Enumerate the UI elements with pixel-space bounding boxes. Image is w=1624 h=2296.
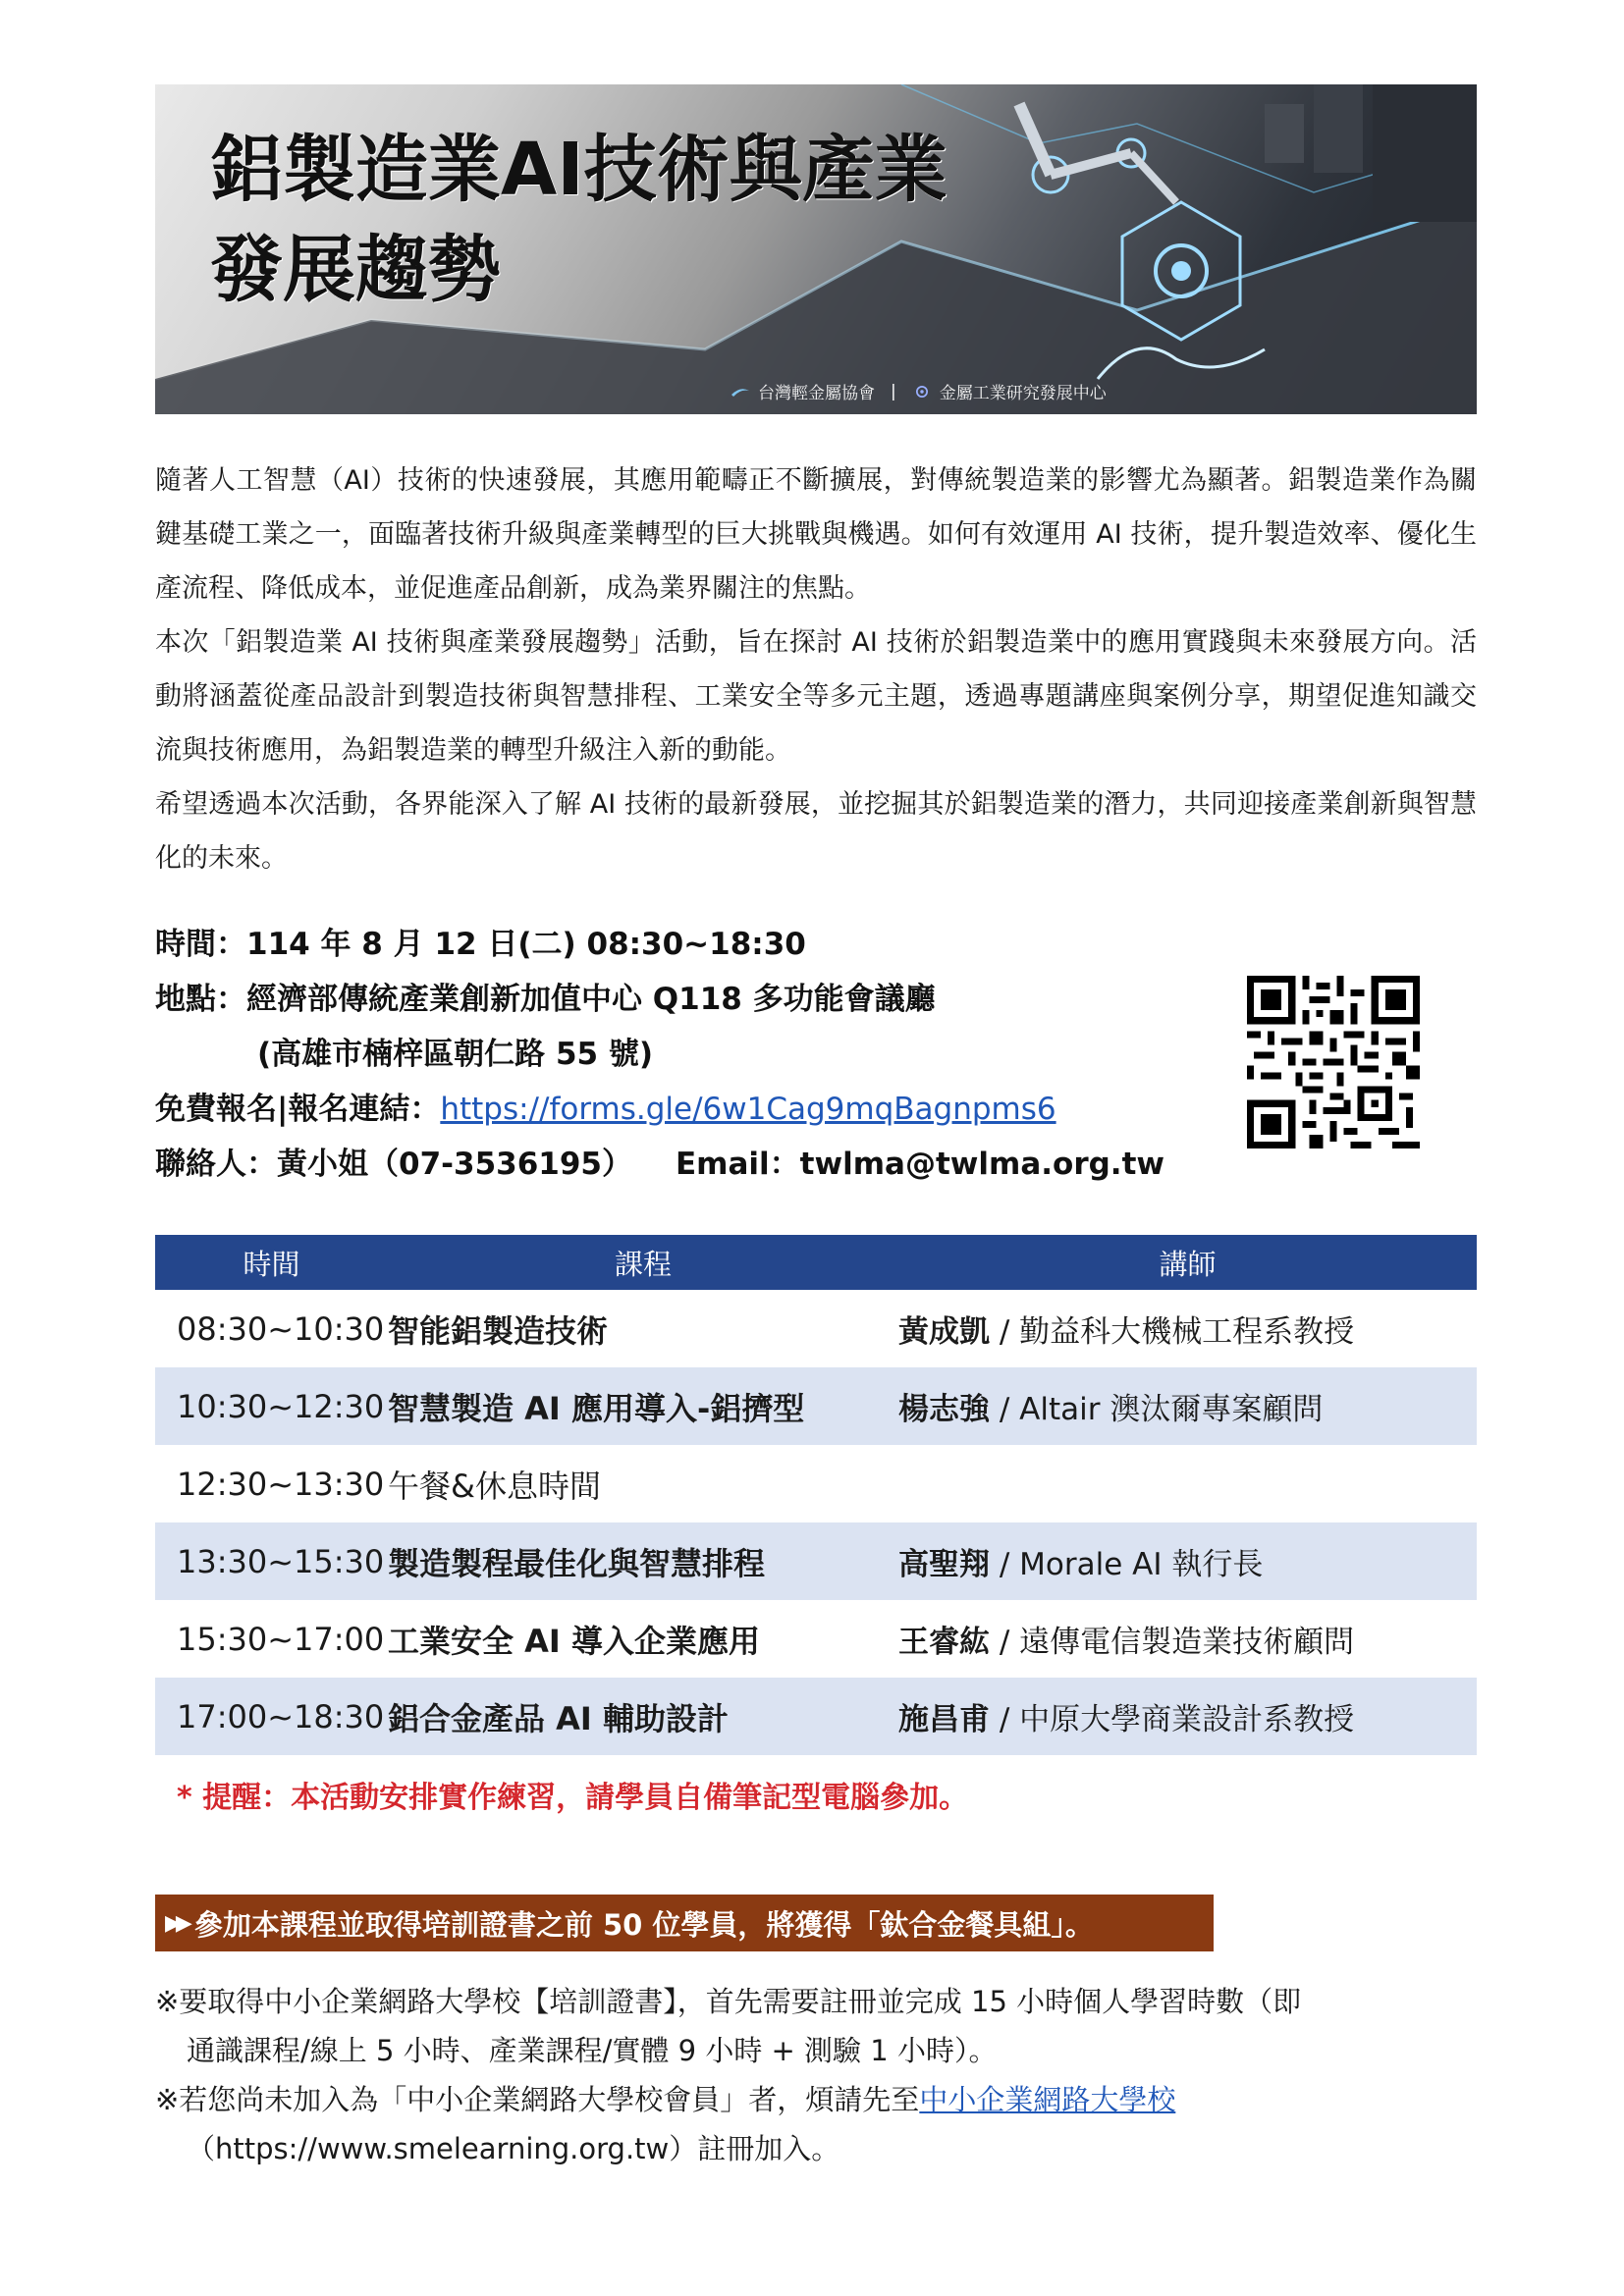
banner-title [210,120,947,320]
event-address: (高雄市楠梓區朝仁路 55 號) [257,1037,654,1072]
speaker-name: 楊志強 [898,1392,990,1427]
row-speaker [898,1367,1477,1445]
row-time: 12:30~13:30 [177,1465,385,1503]
event-info [155,917,1235,1192]
schedule-table [155,1235,1477,1755]
note-line-1: ※要取得中小企業網路大學校【培訓證書】，首先需要註冊並完成 15 小時個人學習時數（即 [155,1985,1302,2018]
gift-notice-text: 參加本課程並取得培訓證書之前 50 位學員，將獲得「鈦合金餐具組」。 [193,1907,1094,1942]
speaker-name: 施昌甫 [898,1702,990,1737]
table-row [155,1290,1477,1367]
intro-paragraph-1: 隨著人工智慧（AI）技術的快速發展，其應用範疇正不斷擴展，對傳統製造業的影響尤為顯著。鋁製造業作為關鍵基礎工業之一，面臨著技術升級與產業轉型的巨大挑戰與機遇。如何有效運用 AI 技術，提升製造效率、優化生產流程、降低成本，並促進產品創新，成為業界關注的焦點。 [155,465,1477,604]
speaker-title: / 遠傳電信製造業技術顧問 [990,1625,1355,1660]
registration-label: 免費報名|報名連結： [155,1092,441,1127]
row-time: 13:30~15:30 [155,1522,388,1600]
event-time: 時間：114 年 8 月 12 日(二) 08:30~18:30 [155,927,806,962]
organizer-1: 台灣輕金屬協會 [758,384,875,403]
row-speaker [898,1290,1477,1367]
table-row [155,1367,1477,1445]
speaker-name: 王睿紘 [898,1625,990,1660]
event-location: 地點：經濟部傳統產業創新加值中心 Q118 多功能會議廳 [155,982,936,1017]
row-course: 鋁合金產品 AI 輔助設計 [388,1678,898,1755]
gift-notice-banner [155,1895,1214,1951]
table-row [155,1445,1477,1522]
banner-title-line1: 鋁製造業AI技術與產業 [210,128,947,212]
registration-line [155,1082,1235,1137]
speaker-name: 黃成凱 [898,1314,990,1350]
speaker-title: / Altair 澳汰爾專案顧問 [990,1392,1324,1427]
header-time: 時間 [155,1235,388,1290]
contact-line [155,1137,1235,1192]
speaker-title: / Morale AI 執行長 [990,1547,1264,1582]
row-course: 智能鋁製造技術 [388,1311,609,1350]
organizer-logos [731,379,1107,403]
row-speaker [898,1678,1477,1755]
mirdc-logo-icon [912,386,932,398]
double-chevron-right-icon: ▶▶ [165,1910,187,1936]
event-banner [155,84,1477,414]
note-line-2: 通識課程/線上 5 小時、產業課程/實體 9 小時 + 測驗 1 小時）。 [187,2034,998,2067]
speaker-name: 高聖翔 [898,1547,990,1582]
header-course: 課程 [388,1235,898,1290]
note-line-3-text: ※若您尚未加入為「中小企業網路大學校會員」者，煩請先至 [155,2083,920,2116]
header-speaker: 講師 [898,1235,1477,1290]
row-course: 智慧製造 AI 應用導入-鋁擠型 [388,1367,898,1445]
smelearning-link[interactable]: 中小企業網路大學校 [919,2083,1176,2116]
table-row [155,1600,1477,1678]
row-course: 工業安全 AI 導入企業應用 [388,1622,760,1660]
schedule-header-row [155,1235,1477,1290]
speaker-title: / 勤益科大機械工程系教授 [990,1314,1355,1350]
table-row [155,1678,1477,1755]
speaker-title: / 中原大學商業設計系教授 [990,1702,1355,1737]
row-time: 17:00~18:30 [155,1678,388,1755]
twlma-logo-icon [731,386,750,398]
row-course: 午餐&休息時間 [388,1467,601,1505]
row-speaker [898,1445,1477,1522]
row-time: 08:30~10:30 [177,1309,385,1348]
certificate-notes [155,1977,1477,2173]
laptop-reminder: * 提醒：本活動安排實作練習，請學員自備筆記型電腦參加。 [177,1781,969,1815]
row-course: 製造製程最佳化與智慧排程 [388,1522,898,1600]
registration-qr-code-icon[interactable] [1247,976,1420,1148]
row-time: 15:30~17:00 [177,1620,385,1658]
intro-paragraph-2: 本次「鋁製造業 AI 技術與產業發展趨勢」活動，旨在探討 AI 技術於鋁製造業中的應用實踐與未來發展方向。活動將涵蓋從產品設計到製造技術與智慧排程、工業安全等多元主題，透過專題講座與案例分享，期望促進知識交流與技術應用，為鋁製造業的轉型升級注入新的動能。 [155,627,1477,766]
contact-person: 聯絡人：黃小姐（07-3536195） [155,1147,632,1182]
row-time: 10:30~12:30 [155,1367,388,1445]
note-line-4: （https://www.smelearning.org.tw）註冊加入。 [187,2132,840,2165]
intro-text [155,454,1477,885]
banner-title-line2: 發展趨勢 [210,228,501,312]
registration-link[interactable]: https://forms.gle/6w1Cag9mqBagnpms6 [440,1092,1056,1127]
table-row [155,1522,1477,1600]
row-speaker [898,1522,1477,1600]
organizer-separator: | [891,381,896,401]
contact-email: Email：twlma@twlma.org.tw [676,1147,1165,1182]
row-speaker [898,1600,1477,1678]
note-line-3 [155,2075,1477,2124]
organizer-2: 金屬工業研究發展中心 [939,384,1107,403]
intro-paragraph-3: 希望透過本次活動，各界能深入了解 AI 技術的最新發展，並挖掘其於鋁製造業的潛力，共同迎接產業創新與智慧化的未來。 [155,789,1477,874]
